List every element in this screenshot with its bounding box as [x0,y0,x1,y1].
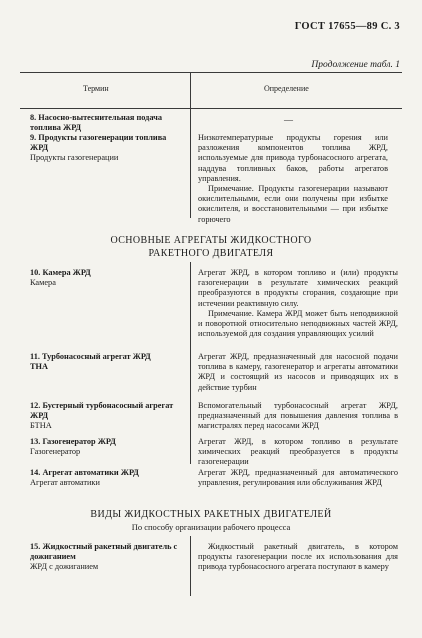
term-9-synonym: Продукты газогенерации [30,153,119,163]
term-9 [30,133,184,164]
term-8 [30,113,184,133]
table-top-rule [20,72,402,73]
definition-14: Агрегат ЖРД, предназначенный для автоматического управления, регулирования или обслуживания ЖРД [198,468,398,488]
page-reference: ГОСТ 17655—89 С. 3 [294,21,400,32]
term-13-title: 13. Газогенератор ЖРД [30,437,116,446]
definition-8-dash: — [284,115,293,125]
table-column-divider-mid [190,262,191,464]
term-14-title: 14. Агрегат автоматики ЖРД [30,468,139,477]
section-subtitle-process: По способу организации рабочего процесса [131,522,291,532]
term-12-title: 12. Бустерный турбонасосный агрегат ЖРД [30,401,174,421]
definition-15: Жидкостный ракетный двигатель, в котором продукты газогенерации после их использования для привода турбонасосного агрегата поступают в камеру [198,542,398,572]
term-10-synonym: Камера [30,278,56,288]
term-10-title: 10. Камера ЖРД [30,268,91,277]
term-13-synonym: Газогенератор [30,447,81,457]
term-14 [30,468,184,488]
term-9-title: 9. Продукты газогенерации топлива ЖРД [30,133,167,153]
definition-9-note: Примечание. Продукты газогенерации называют окислительными, если они получены при избытке окислителя, и восстановительными — при избытке горючего [198,184,388,224]
definition-10-text: Агрегат ЖРД, в котором топливо и (или) продукты газогенерации в результате химических реакций преобразуются в продукты сгорания, создающие при истечении реактивную силу. [198,268,398,308]
definition-12: Вспомогательный турбонасосный агрегат ЖРД, предназначенный для повышения давления топлива в магистралях перед насосами ЖРД [198,401,398,431]
section-title-main-units-line1: ОСНОВНЫЕ АГРЕГАТЫ ЖИДКОСТНОГО [110,235,312,246]
column-header-definition: Определение [264,84,309,93]
table-continuation-label: Продолжение табл. 1 [311,60,400,70]
term-11-title: 11. Турбонасосный агрегат ЖРД [30,352,151,361]
term-15-title: 15. Жидкостный ракетный двигатель с дожиганием [30,542,178,562]
definition-9-text: Низкотемпературные продукты горения или разложения компонентов топлива ЖРД, используемые для привода турбонасосного агрегата, наддува топливных баков, работы агрегатов управления. [198,133,388,183]
term-14-synonym: Агрегат автоматики [30,478,100,488]
term-12 [30,401,184,432]
term-11-abbrev: ТНА [30,362,48,372]
term-15-synonym: ЖРД с дожиганием [30,562,99,572]
term-13 [30,437,184,457]
table-column-divider-top [190,108,191,218]
term-12-abbrev: БТНА [30,421,52,431]
term-8-title: 8. Насосно-вытеснительная подача топлива ЖРД [30,113,162,133]
term-11 [30,352,184,372]
term-10 [30,268,184,288]
table-header-divider [190,72,191,108]
section-title-main-units-line2: РАКЕТНОГО ДВИГАТЕЛЯ [148,248,274,259]
term-15 [30,542,186,573]
definition-10-note: Примечание. Камера ЖРД может быть неподвижной и поворотной относительно неподвижных частей ЖРД, используемой для создания управляющих усилий [198,308,398,339]
definition-9 [198,133,388,225]
table-column-divider-bottom [190,536,191,596]
column-header-term: Термин [83,84,109,93]
definition-10 [198,268,398,339]
section-title-engine-types: ВИДЫ ЖИДКОСТНЫХ РАКЕТНЫХ ДВИГАТЕЛЕЙ [90,509,332,520]
definition-11: Агрегат ЖРД, предназначенный для насосной подачи топлива в камеру, газогенератор и агрегаты автоматики ЖРД и состоящий из насосов и приводящих их в действие турбин [198,352,398,392]
definition-13: Агрегат ЖРД, в котором топливо в результате химических реакций преобразуется в продукты газогенерации [198,437,398,467]
table-header-rule [20,108,402,109]
